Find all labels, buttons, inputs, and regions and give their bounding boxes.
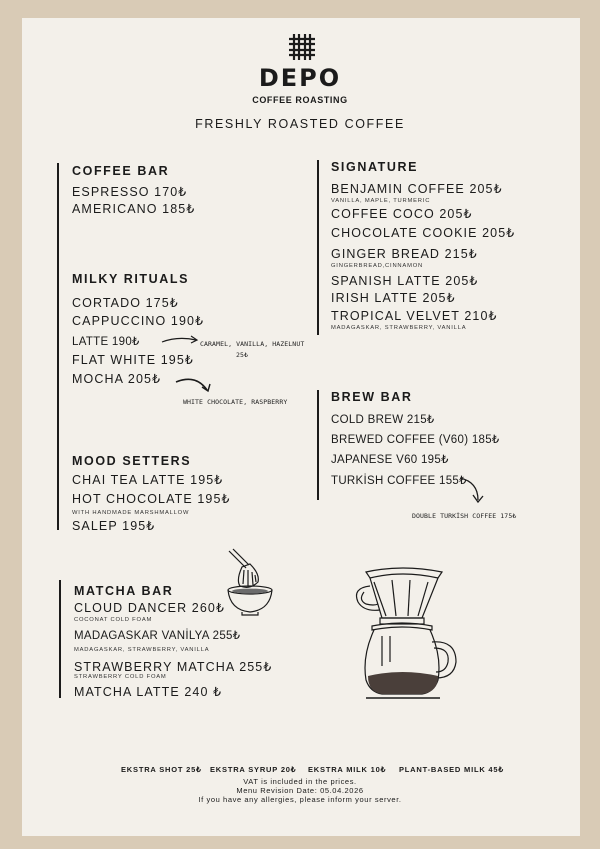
extra-item: EKSTRA SYRUP 20₺: [210, 765, 297, 774]
latte-syrup-note: CARAMEL, VANILLA, HAZELNUT: [200, 340, 305, 348]
item-note: MADAGASKAR, STRAWBERRY, VANILLA: [74, 647, 210, 653]
extra-item: EKSTRA SHOT 25₺: [121, 765, 202, 774]
menu-item: MADAGASKAR VANİLYA 255₺: [74, 630, 241, 642]
brand-name: DEPO: [258, 64, 342, 92]
menu-item: BREWED COFFEE (V60) 185₺: [331, 434, 500, 446]
extra-item: PLANT-BASED MILK 45₺: [399, 765, 504, 774]
menu-item: FLAT WHITE 195₺: [72, 353, 194, 367]
section-title-brew-bar: BREW BAR: [331, 390, 413, 404]
menu-item: TROPICAL VELVET 210₺: [331, 309, 498, 323]
revision-date: Menu Revision Date: 05.04.2026: [236, 786, 364, 795]
latte-syrup-price: 25₺: [236, 351, 249, 359]
allergy-note: If you have any allergies, please inform your server.: [198, 795, 402, 804]
arrow-icon: [160, 334, 200, 346]
menu-item: STRAWBERRY MATCHA 255₺: [74, 660, 273, 674]
divider-right-top: [317, 160, 319, 335]
menu-item: CLOUD DANCER 260₺: [74, 601, 225, 615]
vat-note: VAT is included in the prices.: [243, 777, 357, 786]
tagline: FRESHLY ROASTED COFFEE: [195, 117, 405, 131]
menu-paper: [22, 18, 580, 836]
menu-item: GINGER BREAD 215₺: [331, 247, 478, 261]
brand-subtitle: COFFEE ROASTING: [252, 95, 348, 105]
extra-item: EKSTRA MILK 10₺: [308, 765, 387, 774]
section-title-matcha-bar: MATCHA BAR: [74, 584, 174, 598]
v60-dripper-icon: [352, 566, 464, 706]
item-note: VANILLA, MAPLE, TURMERIC: [331, 198, 431, 204]
curved-arrow-icon: [458, 476, 486, 506]
matcha-whisk-bowl-icon: [224, 548, 276, 618]
menu-item: CORTADO 175₺: [72, 296, 179, 310]
menu-item: COLD BREW 215₺: [331, 414, 435, 426]
menu-item: LATTE 190₺: [72, 336, 140, 348]
menu-item: MOCHA 205₺: [72, 372, 162, 386]
divider-left-bottom: [59, 580, 61, 698]
menu-item: IRISH LATTE 205₺: [331, 291, 456, 305]
item-note: STRAWBERRY COLD FOAM: [74, 674, 167, 680]
menu-item: HOT CHOCOLATE 195₺: [72, 492, 231, 506]
item-note: COCONAT COLD FOAM: [74, 617, 153, 623]
menu-item: JAPANESE V60 195₺: [331, 454, 449, 466]
menu-item: TURKİSH COFFEE 155₺: [331, 475, 467, 487]
section-title-coffee-bar: COFFEE BAR: [72, 164, 170, 178]
menu-item: AMERICANO 185₺: [72, 202, 196, 216]
menu-item: CAPPUCCINO 190₺: [72, 314, 205, 328]
curved-arrow-icon: [174, 374, 214, 394]
item-note: MADAGASKAR, STRAWBERRY, VANILLA: [331, 325, 467, 331]
divider-right-bottom: [317, 390, 319, 500]
menu-item: CHAI TEA LATTE 195₺: [72, 473, 224, 487]
divider-left-top: [57, 163, 59, 530]
menu-item: BENJAMIN COFFEE 205₺: [331, 182, 503, 196]
menu-item: CHOCOLATE COOKIE 205₺: [331, 226, 516, 240]
item-note: WITH HANDMADE MARSHMALLOW: [72, 510, 190, 516]
mocha-note: WHITE CHOCOLATE, RASPBERRY: [183, 398, 288, 406]
menu-item: MATCHA LATTE 240 ₺: [74, 685, 223, 699]
turkish-coffee-note: DOUBLE TURKİSH COFFEE 175₺: [412, 512, 517, 520]
menu-item: SPANISH LATTE 205₺: [331, 274, 479, 288]
section-title-milky-rituals: MILKY RITUALS: [72, 272, 190, 286]
section-title-mood-setters: MOOD SETTERS: [72, 454, 192, 468]
menu-item: ESPRESSO 170₺: [72, 185, 188, 199]
menu-item: COFFEE COCO 205₺: [331, 207, 473, 221]
menu-item: SALEP 195₺: [72, 519, 156, 533]
section-title-signature: SIGNATURE: [331, 160, 419, 174]
item-note: GINGERBREAD,CINNAMON: [331, 263, 424, 269]
hashtag-logo-icon: [288, 33, 316, 61]
